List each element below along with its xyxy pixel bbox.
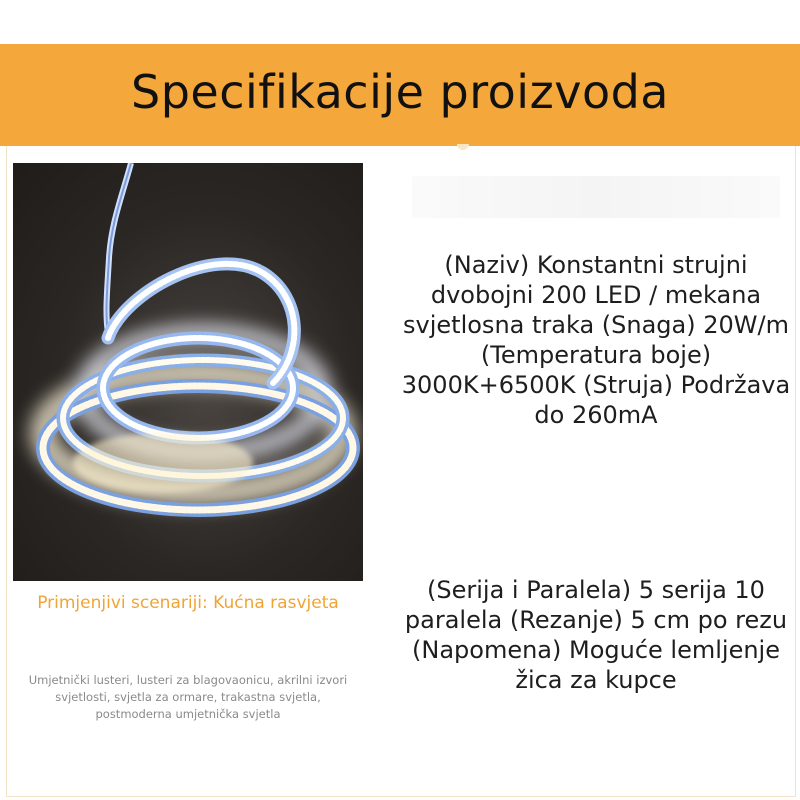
spec-secondary-text: (Serija i Paralela) 5 serija 10 paralela (Rezanje) 5 cm po rezu (Napomena) Moguće lemljenje žica za kupce	[404, 576, 788, 694]
header-banner	[0, 44, 800, 146]
spec-main-text: (Naziv) Konstantni strujni dvobojni 200 LED / mekana svjetlosna traka (Snaga) 20W/m (Temperatura boje) 3000K+6500K (Struja) Podržava do 260mA	[401, 251, 791, 429]
led-strip-illustration	[13, 163, 363, 581]
faint-background-band	[412, 176, 780, 218]
page-title: Specifikacije proizvoda	[131, 65, 669, 119]
scenario-title: Primjenjivi scenariji: Kućna rasvjeta	[37, 593, 339, 613]
scenario-description: Umjetnički lusteri, lusteri za blagovaonicu, akrilni izvori svjetlosti, svjetla za ormare, trakastna svjetla, postmoderna umjetnička svjetla	[28, 673, 348, 721]
product-photo	[13, 163, 363, 581]
